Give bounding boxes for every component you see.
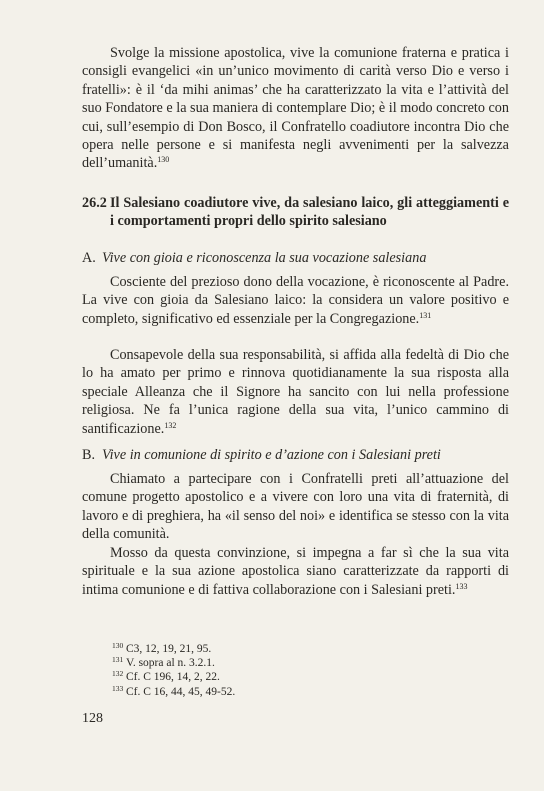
footnote-ref-133: 133: [455, 581, 468, 591]
footnote-ref-130: 130: [157, 155, 170, 165]
footnote-ref-132: 132: [164, 420, 177, 430]
footnote-item: 133 Cf. C 16, 44, 45, 49-52.: [112, 683, 236, 698]
footnote-text: V. sopra al n. 3.2.1.: [126, 657, 215, 670]
intro-text: Svolge la missione apostolica, vive la comunione fraterna e pratica i consigli evangelici «in un’unico movimento di carità verso Dio e verso i fratelli»: è il ‘da mihi animas’ che ha caratterizzato la vita e l’attività del suo Fondatore e la sua maniera di contemplare Dio; è il modo concreto con cui, sull’esempio di Don Bosco, il Confratello coadiutore incontra Dio che opera nelle persone e si manifesta negli avvenimenti per la salvezza dell’umanità.: [82, 45, 509, 172]
page-number: 128: [82, 711, 103, 726]
subsection-a-paragraph-1: [82, 273, 509, 328]
section-title: Il Salesiano coadiutore vive, da salesiano laico, gli atteggiamenti e i comportamenti propri dello spirito salesiano: [110, 195, 509, 230]
footnotes: [112, 642, 235, 699]
subsection-b-heading: [82, 446, 509, 464]
subsection-a-text-1: Cosciente del prezioso dono della vocazione, è riconoscente al Padre. La vive con gioia da Salesiano laico: la considera un valore positivo e completo, significativo ed essenziale per la Congregazione.: [82, 274, 509, 327]
subsection-a-title: Vive con gioia e riconoscenza la sua vocazione salesiana: [102, 250, 427, 266]
footnote-item: 131 V. sopra al n. 3.2.1.: [112, 655, 215, 670]
intro-paragraph: [82, 44, 509, 173]
subsection-b-title: Vive in comunione di spirito e d’azione con i Salesiani preti: [102, 447, 441, 463]
subsection-a-paragraph-2: [82, 346, 509, 438]
subsection-b-paragraph-1: [82, 470, 509, 544]
subsection-b-paragraph-2: [82, 544, 509, 599]
footnote-text: Cf. C 16, 44, 45, 49-52.: [126, 685, 236, 698]
footnote-ref-131: 131: [419, 310, 432, 320]
subsection-a-letter: A.: [82, 250, 96, 266]
subsection-a-heading: [82, 249, 509, 267]
section-number: 26.2: [82, 195, 107, 211]
subsection-b-text-2: Mosso da questa convinzione, si impegna a far sì che la sua vita spirituale e la sua azione apostolica siano caratterizzate da rapporti di intima comunione e di fattiva collaborazione con i Salesiani preti.: [82, 545, 509, 598]
footnote-item: 130 C3, 12, 19, 21, 95.: [112, 641, 212, 655]
footnote-text: C3, 12, 19, 21, 95.: [126, 643, 212, 655]
subsection-a-text-2: Consapevole della sua responsabilità, si affida alla fedeltà di Dio che lo ha amato per primo e rinnova quotidianamente la sua risposta alla speciale Alleanza che il Signore ha sancito con lui nella professione religiosa. Ne fa l’unica ragione della sua vita, l’unico cammino di santificazione.: [82, 347, 509, 437]
subsection-b-text-1: Chiamato a partecipare con i Confratelli preti all’attuazione del comune progetto apostolico e a vivere con loro una vita di fraternità, di lavoro e di preghiera, ha «il senso del noi» e identifica se stesso con la vita della comunità.: [82, 471, 509, 543]
footnote-item: 132 Cf. C 196, 14, 2, 22.: [112, 669, 220, 684]
footnote-text: Cf. C 196, 14, 2, 22.: [126, 671, 220, 684]
subsection-b-letter: B.: [82, 447, 96, 463]
